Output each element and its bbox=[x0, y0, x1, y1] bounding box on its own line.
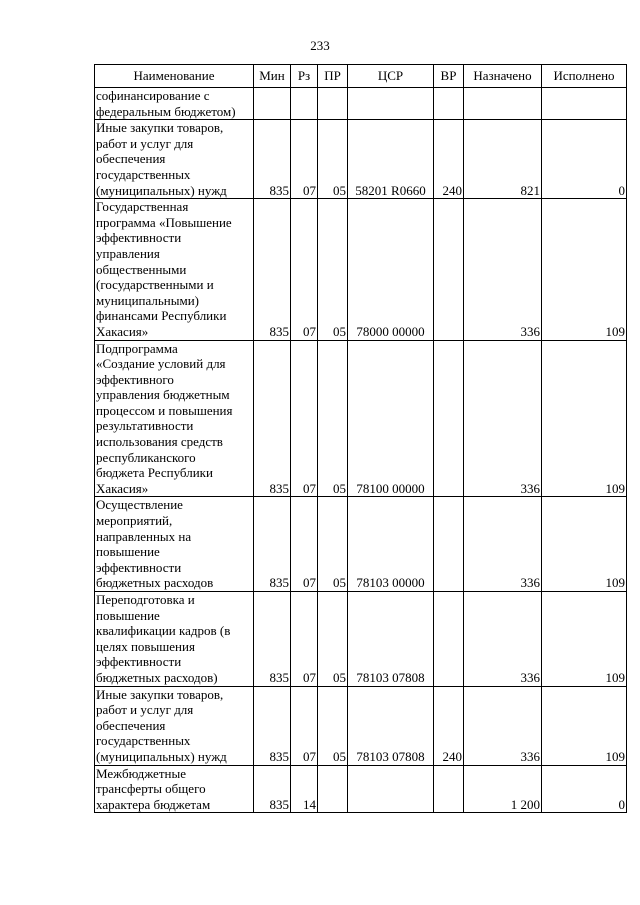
cell-min: 835 bbox=[254, 120, 291, 199]
cell-assigned: 1 200 bbox=[464, 765, 542, 813]
cell-pr bbox=[318, 88, 348, 120]
name-text: Государственная программа «Повышение эффективности управления общественными (государственными и муниципальными) финансами Республики Хакасия» bbox=[96, 199, 232, 339]
header-name: Наименование bbox=[95, 65, 254, 88]
cell-executed: 109 bbox=[542, 340, 627, 497]
cell-assigned: 821 bbox=[464, 120, 542, 199]
cell-name bbox=[95, 120, 254, 199]
header-csr: ЦСР bbox=[348, 65, 434, 88]
cell-vr bbox=[434, 765, 464, 813]
cell-name bbox=[95, 497, 254, 592]
cell-pr: 05 bbox=[318, 497, 348, 592]
header-vr: ВР bbox=[434, 65, 464, 88]
cell-csr: 78103 07808 bbox=[348, 686, 434, 765]
name-text: Иные закупки товаров, работ и услуг для обеспечения государственных (муниципальных) нужд bbox=[96, 120, 227, 198]
cell-pr: 05 bbox=[318, 199, 348, 340]
header-assigned: Назначено bbox=[464, 65, 542, 88]
cell-min: 835 bbox=[254, 765, 291, 813]
cell-executed: 109 bbox=[542, 199, 627, 340]
header-executed: Исполнено bbox=[542, 65, 627, 88]
cell-csr bbox=[348, 88, 434, 120]
cell-vr bbox=[434, 88, 464, 120]
cell-pr: 05 bbox=[318, 592, 348, 687]
cell-executed: 109 bbox=[542, 497, 627, 592]
cell-pr: 05 bbox=[318, 340, 348, 497]
cell-csr: 78000 00000 bbox=[348, 199, 434, 340]
cell-csr: 58201 R0660 bbox=[348, 120, 434, 199]
page-number: 233 bbox=[310, 38, 330, 53]
header-row bbox=[95, 65, 627, 88]
cell-csr: 78103 00000 bbox=[348, 497, 434, 592]
cell-assigned: 336 bbox=[464, 686, 542, 765]
cell-vr: 240 bbox=[434, 686, 464, 765]
table-row bbox=[95, 340, 627, 497]
cell-vr bbox=[434, 340, 464, 497]
table-row bbox=[95, 120, 627, 199]
cell-pr bbox=[318, 765, 348, 813]
cell-min bbox=[254, 88, 291, 120]
cell-assigned bbox=[464, 88, 542, 120]
cell-min: 835 bbox=[254, 497, 291, 592]
cell-min: 835 bbox=[254, 199, 291, 340]
table-row bbox=[95, 765, 627, 813]
cell-pr: 05 bbox=[318, 686, 348, 765]
header-pr: ПР bbox=[318, 65, 348, 88]
table-row bbox=[95, 497, 627, 592]
cell-name bbox=[95, 686, 254, 765]
cell-min: 835 bbox=[254, 592, 291, 687]
cell-vr: 240 bbox=[434, 120, 464, 199]
cell-csr: 78100 00000 bbox=[348, 340, 434, 497]
cell-csr: 78103 07808 bbox=[348, 592, 434, 687]
cell-executed: 109 bbox=[542, 686, 627, 765]
cell-csr bbox=[348, 765, 434, 813]
cell-assigned: 336 bbox=[464, 199, 542, 340]
cell-executed: 0 bbox=[542, 765, 627, 813]
budget-table bbox=[94, 64, 627, 813]
cell-rz: 07 bbox=[291, 497, 318, 592]
name-text: Осуществление мероприятий, направленных на повышение эффективности бюджетных расходов bbox=[96, 497, 214, 591]
table-row bbox=[95, 199, 627, 340]
cell-min: 835 bbox=[254, 686, 291, 765]
cell-assigned: 336 bbox=[464, 497, 542, 592]
cell-vr bbox=[434, 199, 464, 340]
cell-vr bbox=[434, 592, 464, 687]
cell-vr bbox=[434, 497, 464, 592]
cell-rz: 14 bbox=[291, 765, 318, 813]
header-rz: Рз bbox=[291, 65, 318, 88]
table-row bbox=[95, 88, 627, 120]
name-text: Переподготовка и повышение квалификации кадров (в целях повышения эффективности бюджетных расходов) bbox=[96, 592, 231, 685]
name-text: софинансирование с федеральным бюджетом) bbox=[96, 88, 236, 119]
name-text: Иные закупки товаров, работ и услуг для обеспечения государственных (муниципальных) нужд bbox=[96, 686, 227, 764]
cell-executed: 0 bbox=[542, 120, 627, 199]
cell-rz: 07 bbox=[291, 199, 318, 340]
header-min: Мин bbox=[254, 65, 291, 88]
cell-rz: 07 bbox=[291, 686, 318, 765]
table-row bbox=[95, 686, 627, 765]
cell-min: 835 bbox=[254, 340, 291, 497]
cell-name bbox=[95, 199, 254, 340]
cell-executed: 109 bbox=[542, 592, 627, 687]
cell-rz: 07 bbox=[291, 592, 318, 687]
table-row bbox=[95, 592, 627, 687]
name-text: Межбюджетные трансферты общего характера бюджетам bbox=[96, 765, 211, 812]
cell-pr: 05 bbox=[318, 120, 348, 199]
cell-assigned: 336 bbox=[464, 592, 542, 687]
cell-name bbox=[95, 765, 254, 813]
cell-rz: 07 bbox=[291, 120, 318, 199]
cell-executed bbox=[542, 88, 627, 120]
cell-assigned: 336 bbox=[464, 340, 542, 497]
cell-rz: 07 bbox=[291, 340, 318, 497]
cell-name bbox=[95, 88, 254, 120]
cell-name bbox=[95, 592, 254, 687]
cell-rz bbox=[291, 88, 318, 120]
name-text: Подпрограмма «Создание условий для эффективного управления бюджетным процессом и повышения результативности использования средств республиканского бюджета Республики Хакасия» bbox=[96, 340, 233, 496]
cell-name bbox=[95, 340, 254, 497]
